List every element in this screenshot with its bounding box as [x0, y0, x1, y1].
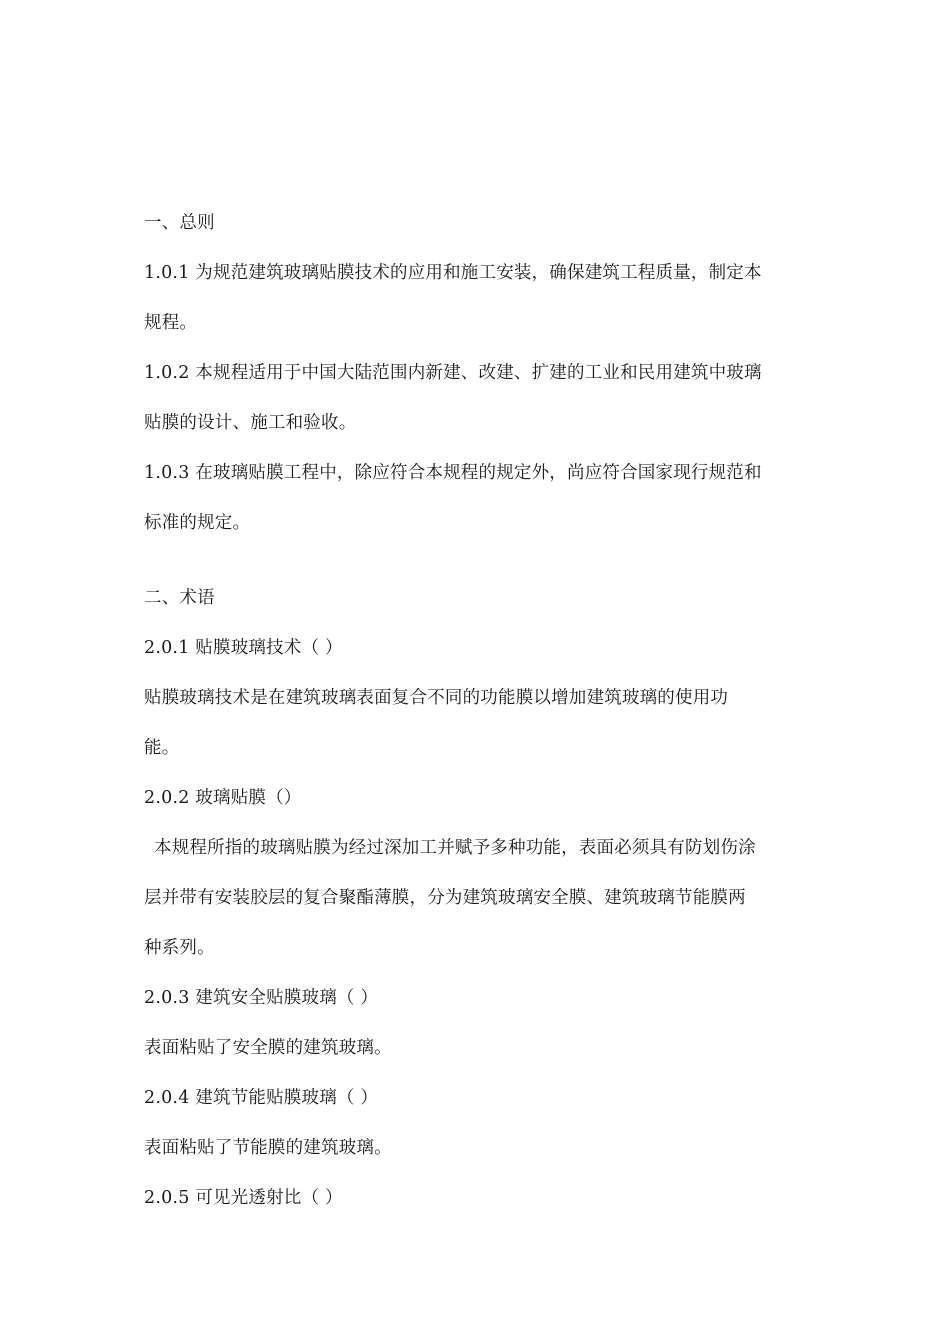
term-2-0-3-definition-line-1: 表面粘贴了安全膜的建筑玻璃。	[144, 1038, 392, 1058]
term-2-0-4-definition-line-1: 表面粘贴了节能膜的建筑玻璃。	[144, 1138, 392, 1158]
section-spacer	[144, 548, 810, 573]
section-heading-general: 一、总则	[144, 213, 215, 233]
clause-1-0-2-line-2: 贴膜的设计、施工和验收。	[144, 413, 357, 433]
clause-1-0-1-line-1: 1.0.1 为规范建筑玻璃贴膜技术的应用和施工安装，确保建筑工程质量，制定本	[144, 263, 762, 283]
term-2-0-1-definition-line-1: 贴膜玻璃技术是在建筑玻璃表面复合不同的功能膜以增加建筑玻璃的使用功	[144, 688, 729, 708]
clause-1-0-1-line-2: 规程。	[144, 313, 198, 333]
term-2-0-1-definition-line-2: 能。	[144, 738, 180, 758]
term-2-0-2-definition-line-2: 层并带有安装胶层的复合聚酯薄膜，分为建筑玻璃安全膜、建筑玻璃节能膜两	[144, 888, 746, 908]
term-2-0-2-title: 2.0.2 玻璃贴膜（）	[144, 788, 302, 808]
term-2-0-4-title: 2.0.4 建筑节能贴膜玻璃（ ）	[144, 1088, 379, 1108]
clause-1-0-3-line-2: 标准的规定。	[144, 513, 251, 533]
clause-1-0-2-line-1: 1.0.2 本规程适用于中国大陆范围内新建、改建、扩建的工业和民用建筑中玻璃	[144, 363, 762, 383]
term-2-0-1-title: 2.0.1 贴膜玻璃技术（ ）	[144, 638, 343, 658]
clause-1-0-3-line-1: 1.0.3 在玻璃贴膜工程中，除应符合本规程的规定外，尚应符合国家现行规范和	[144, 463, 762, 483]
term-2-0-2-definition-line-1: 本规程所指的玻璃贴膜为经过深加工并赋予多种功能，表面必须具有防划伤涂	[154, 838, 756, 858]
term-2-0-2-definition-line-3: 种系列。	[144, 938, 215, 958]
section-heading-terms: 二、术语	[144, 588, 215, 608]
term-2-0-5-title: 2.0.5 可见光透射比（ ）	[144, 1188, 343, 1208]
term-2-0-3-title: 2.0.3 建筑安全贴膜玻璃（ ）	[144, 988, 379, 1008]
document-body	[144, 198, 810, 1223]
